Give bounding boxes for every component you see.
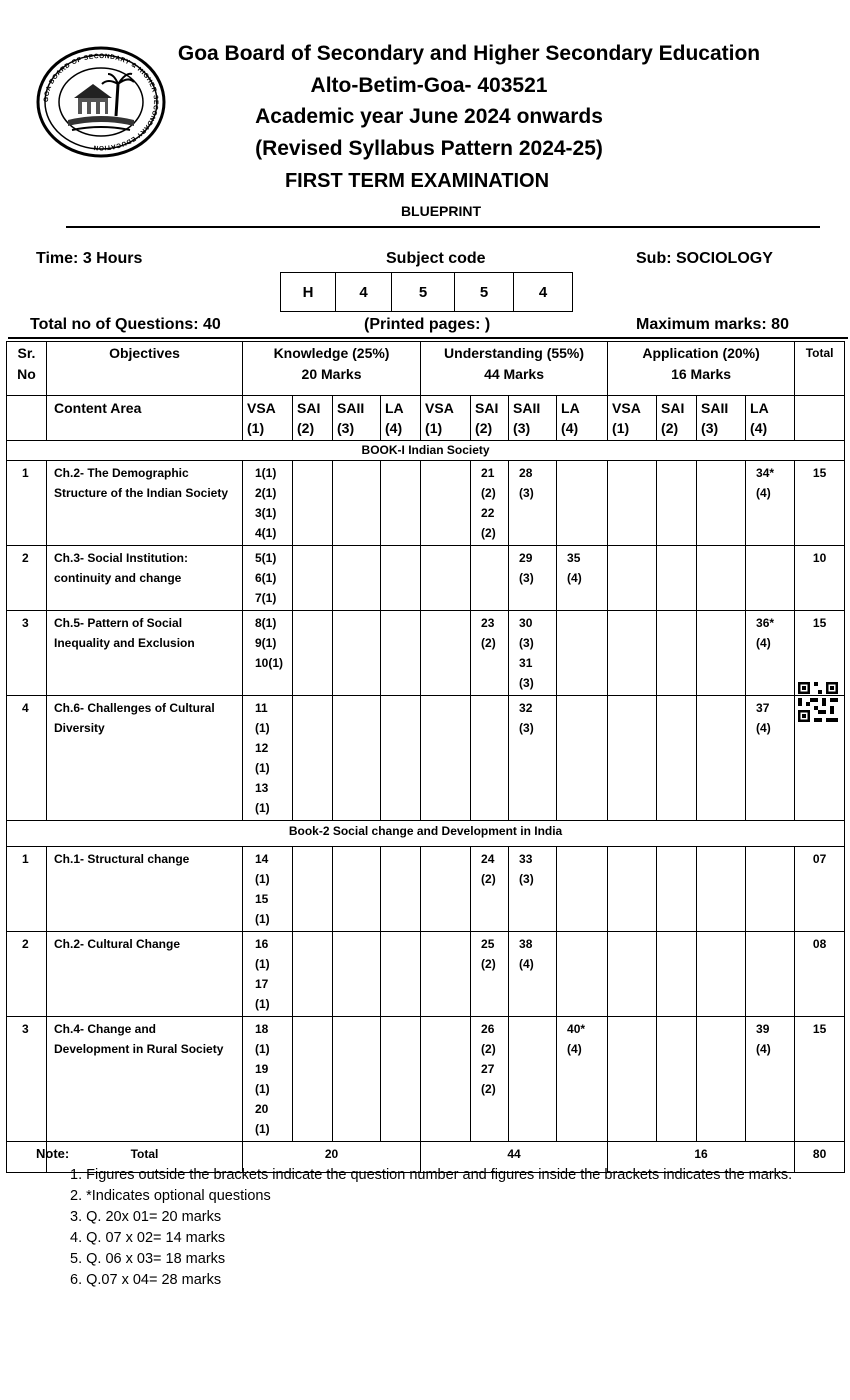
question-cell <box>697 546 746 611</box>
question-cell: 39 (4) <box>746 1017 795 1142</box>
header-application: Application (20%) 16 Marks <box>608 342 795 396</box>
row-srno: 1 <box>7 461 47 546</box>
table-row <box>7 546 845 611</box>
grand-total: 80 <box>795 1142 845 1173</box>
total-knowledge: 20 <box>243 1142 421 1173</box>
question-cell: 16 (1) 17 (1) <box>243 932 293 1017</box>
question-cell <box>697 847 746 932</box>
header-objectives: Objectives <box>47 342 243 396</box>
row-content-area: Ch.2- The Demographic Structure of the Indian Society <box>47 461 243 546</box>
question-cell <box>293 696 333 821</box>
row-content-area: Ch.2- Cultural Change <box>47 932 243 1017</box>
row-total: 15 <box>795 461 845 546</box>
question-cell <box>557 461 608 546</box>
question-cell <box>421 696 471 821</box>
question-cell <box>421 847 471 932</box>
book1-heading: BOOK-I Indian Society <box>7 441 845 461</box>
maximum-marks: Maximum marks: 80 <box>636 316 789 333</box>
row-total: 07 <box>795 847 845 932</box>
question-cell: 28 (3) <box>509 461 557 546</box>
question-cell <box>608 611 657 696</box>
note-item: 1. Figures outside the brackets indicate the question number and figures inside the brackets indicates the marks. <box>70 1167 793 1183</box>
row-srno: 4 <box>7 696 47 821</box>
row-total: 15 <box>795 611 845 696</box>
question-cell <box>293 1017 333 1142</box>
question-cell: 14 (1) 15 (1) <box>243 847 293 932</box>
question-cell <box>557 847 608 932</box>
subheader-la: LA (4) <box>381 396 421 441</box>
code-digit: 5 <box>392 273 455 311</box>
question-cell: 8(1) 9(1) 10(1) <box>243 611 293 696</box>
note-title: Note: <box>36 1146 70 1161</box>
total-understanding: 44 <box>421 1142 608 1173</box>
question-cell: 37 (4) <box>746 696 795 821</box>
question-cell: 30 (3) 31 (3) <box>509 611 557 696</box>
row-content-area: Ch.6- Challenges of Cultural Diversity <box>47 696 243 821</box>
row-content-area: Ch.3- Social Institution: continuity and change <box>47 546 243 611</box>
subheader-saii: SAII (3) <box>697 396 746 441</box>
question-cell <box>293 847 333 932</box>
question-cell: 11 (1) 12 (1) 13 (1) <box>243 696 293 821</box>
printed-pages: (Printed pages: ) <box>364 316 491 333</box>
book2-heading: Book-2 Social change and Development in India <box>7 821 845 847</box>
notes-list <box>70 1165 792 1291</box>
header-content-area: Content Area <box>47 396 243 441</box>
question-cell <box>381 932 421 1017</box>
code-digit: 5 <box>455 273 514 311</box>
table-row <box>7 696 845 821</box>
table-row <box>7 847 845 932</box>
subheader-la: LA (4) <box>746 396 795 441</box>
subheader-la: LA (4) <box>557 396 608 441</box>
question-cell <box>293 611 333 696</box>
question-cell <box>333 461 381 546</box>
subheader-sai: SAI (2) <box>293 396 333 441</box>
table-row <box>7 932 845 1017</box>
question-cell: 33 (3) <box>509 847 557 932</box>
question-cell <box>608 546 657 611</box>
question-cell <box>471 696 509 821</box>
question-cell <box>421 611 471 696</box>
empty-cell <box>795 396 845 441</box>
row-content-area: Ch.5- Pattern of Social Inequality and Exclusion <box>47 611 243 696</box>
qr-code-icon <box>798 682 838 722</box>
question-cell: 18 (1) 19 (1) 20 (1) <box>243 1017 293 1142</box>
subheader-sai: SAI (2) <box>471 396 509 441</box>
question-cell <box>293 546 333 611</box>
question-cell <box>657 696 697 821</box>
question-cell <box>608 847 657 932</box>
question-cell: 35 (4) <box>557 546 608 611</box>
code-digit: 4 <box>336 273 392 311</box>
question-cell <box>381 546 421 611</box>
question-cell <box>421 932 471 1017</box>
subject-label: Sub: SOCIOLOGY <box>636 250 773 267</box>
question-cell <box>697 611 746 696</box>
question-cell <box>421 461 471 546</box>
question-cell <box>697 461 746 546</box>
syllabus-pattern: (Revised Syllabus Pattern 2024-25) <box>255 137 603 160</box>
question-cell <box>697 696 746 821</box>
blueprint-table <box>6 341 845 1173</box>
question-cell: 25 (2) <box>471 932 509 1017</box>
question-cell: 1(1) 2(1) 3(1) 4(1) <box>243 461 293 546</box>
question-cell: 36* (4) <box>746 611 795 696</box>
question-cell <box>608 461 657 546</box>
question-cell <box>697 1017 746 1142</box>
table-row <box>7 611 845 696</box>
board-name: Goa Board of Secondary and Higher Secondary Education <box>177 42 761 65</box>
question-cell <box>746 932 795 1017</box>
row-total: 08 <box>795 932 845 1017</box>
question-cell <box>381 696 421 821</box>
question-cell: 5(1) 6(1) 7(1) <box>243 546 293 611</box>
subheader-vsa: VSA (1) <box>243 396 293 441</box>
question-cell <box>381 611 421 696</box>
question-cell <box>657 546 697 611</box>
subheader-saii: SAII (3) <box>509 396 557 441</box>
row-total: 10 <box>795 546 845 611</box>
academic-year: Academic year June 2024 onwards <box>255 105 603 128</box>
question-cell: 21 (2) 22 (2) <box>471 461 509 546</box>
question-cell: 32 (3) <box>509 696 557 821</box>
row-content-area: Ch.1- Structural change <box>47 847 243 932</box>
question-cell: 29 (3) <box>509 546 557 611</box>
note-item: 6. Q.07 x 04= 28 marks <box>70 1272 222 1288</box>
question-cell <box>557 932 608 1017</box>
question-cell <box>557 611 608 696</box>
question-cell <box>381 461 421 546</box>
question-cell <box>421 546 471 611</box>
blueprint-title: BLUEPRINT <box>400 203 482 219</box>
time-label: Time: 3 Hours <box>36 250 143 267</box>
note-item: 3. Q. 20x 01= 20 marks <box>70 1209 222 1225</box>
question-cell: 34* (4) <box>746 461 795 546</box>
total-label: Total <box>47 1142 243 1173</box>
question-cell: 26 (2) 27 (2) <box>471 1017 509 1142</box>
header-divider <box>66 226 820 228</box>
question-cell <box>608 1017 657 1142</box>
question-cell: 24 (2) <box>471 847 509 932</box>
exam-title: FIRST TERM EXAMINATION <box>284 170 550 192</box>
row-srno: 2 <box>7 932 47 1017</box>
code-digit: H <box>281 273 336 311</box>
question-cell <box>657 1017 697 1142</box>
total-application: 16 <box>608 1142 795 1173</box>
header-knowledge: Knowledge (25%) 20 Marks <box>243 342 421 396</box>
table-row <box>7 1017 845 1142</box>
note-item: 5. Q. 06 x 03= 18 marks <box>70 1251 226 1267</box>
question-cell <box>608 932 657 1017</box>
table-row <box>7 461 845 546</box>
logo-ring-text: GOA BOARD OF SECONDARY & HIGHER SECONDARY EDUCATION <box>42 52 160 152</box>
row-srno: 1 <box>7 847 47 932</box>
subheader-vsa: VSA (1) <box>421 396 471 441</box>
row-srno: 3 <box>7 1017 47 1142</box>
question-cell <box>333 1017 381 1142</box>
question-cell <box>746 546 795 611</box>
subject-code-box <box>280 272 573 312</box>
empty-cell <box>7 396 47 441</box>
question-cell <box>293 461 333 546</box>
question-cell <box>557 696 608 821</box>
question-cell: 40* (4) <box>557 1017 608 1142</box>
question-cell <box>471 546 509 611</box>
header-srno: Sr. No <box>7 342 47 396</box>
subheader-sai: SAI (2) <box>657 396 697 441</box>
question-cell <box>509 1017 557 1142</box>
question-cell <box>381 847 421 932</box>
question-cell <box>421 1017 471 1142</box>
question-cell <box>381 1017 421 1142</box>
question-cell <box>333 932 381 1017</box>
question-cell <box>333 546 381 611</box>
question-cell <box>657 932 697 1017</box>
question-cell: 38 (4) <box>509 932 557 1017</box>
question-cell <box>657 611 697 696</box>
question-cell: 23 (2) <box>471 611 509 696</box>
question-cell <box>293 932 333 1017</box>
board-address: Alto-Betim-Goa- 403521 <box>310 74 548 97</box>
note-item: 2. *Indicates optional questions <box>70 1188 271 1204</box>
row-srno: 3 <box>7 611 47 696</box>
question-cell <box>697 932 746 1017</box>
row-srno: 2 <box>7 546 47 611</box>
question-cell <box>657 847 697 932</box>
header-understanding: Understanding (55%) 44 Marks <box>421 342 608 396</box>
question-cell <box>333 696 381 821</box>
question-cell <box>746 847 795 932</box>
question-cell <box>657 461 697 546</box>
code-digit: 4 <box>538 283 548 301</box>
question-cell <box>333 847 381 932</box>
subject-code-label: Subject code <box>386 250 486 267</box>
subheader-saii: SAII (3) <box>333 396 381 441</box>
row-content-area: Ch.4- Change and Development in Rural Society <box>47 1017 243 1142</box>
header-total: Total <box>795 342 845 396</box>
question-cell <box>608 696 657 821</box>
row-total: 15 <box>795 1017 845 1142</box>
total-questions: Total no of Questions: 40 <box>30 316 221 333</box>
subheader-vsa: VSA (1) <box>608 396 657 441</box>
question-cell <box>333 611 381 696</box>
note-item: 4. Q. 07 x 02= 14 marks <box>70 1230 226 1246</box>
meta-divider <box>8 337 848 339</box>
